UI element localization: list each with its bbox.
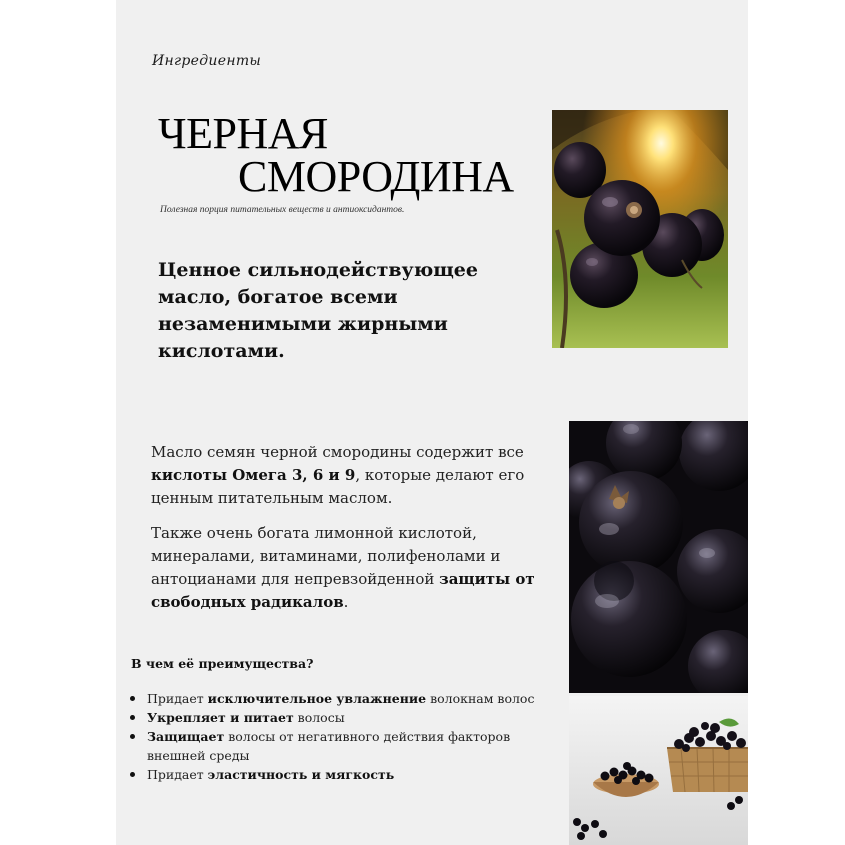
paragraph-text: . (343, 593, 349, 611)
paragraph-text: Масло семян черной смородины содержит все (151, 443, 524, 461)
blackcurrant-closeup-image (569, 421, 748, 693)
list-item (128, 708, 558, 727)
list-item-highlight: Укрепляет и питает (147, 710, 294, 725)
list-item-text: Придает (147, 767, 208, 782)
list-item (128, 689, 558, 708)
section-label: Ингредиенты (152, 53, 262, 69)
list-item (128, 727, 558, 765)
list-item-text: волокнам волос (426, 691, 535, 706)
title-line-2: СМОРОДИНА (238, 152, 514, 201)
benefits-list (128, 689, 558, 784)
paragraph-highlight: кислоты Омега 3, 6 и 9 (151, 466, 356, 484)
paragraph-text: Также очень богата лимонной кислотой, минералами, витаминами, полифенолами и антоцианами для непревзойденной (151, 524, 501, 588)
list-item (128, 765, 558, 784)
list-item-text: волосы от негативного действия факторов внешней среды (147, 729, 511, 763)
blackcurrant-basket-image (569, 696, 748, 845)
benefits-heading: В чем её преимущества? (131, 656, 314, 671)
list-item-highlight: Защищает (147, 729, 225, 744)
list-item-text: Придает (147, 691, 208, 706)
paragraph-highlight: защиты от свободных радикалов (151, 570, 535, 611)
paragraph-text: , которые делают его ценным питательным маслом. (151, 466, 525, 507)
paragraph-omega (151, 441, 561, 510)
paragraph-antioxidants (151, 522, 561, 614)
list-item-highlight: эластичность и мягкость (207, 767, 395, 782)
title-line-1: ЧЕРНАЯ (158, 109, 328, 158)
lead-statement: Ценное сильнодействующее масло, богатое всеми незаменимыми жирными кислотами. (158, 259, 478, 362)
list-item-text: волосы (293, 710, 345, 725)
blackcurrant-branch-image (552, 110, 728, 348)
subtitle: Полезная порция питательных веществ и антиоксидантов. (160, 205, 405, 215)
list-item-highlight: исключительное увлажнение (207, 691, 427, 706)
